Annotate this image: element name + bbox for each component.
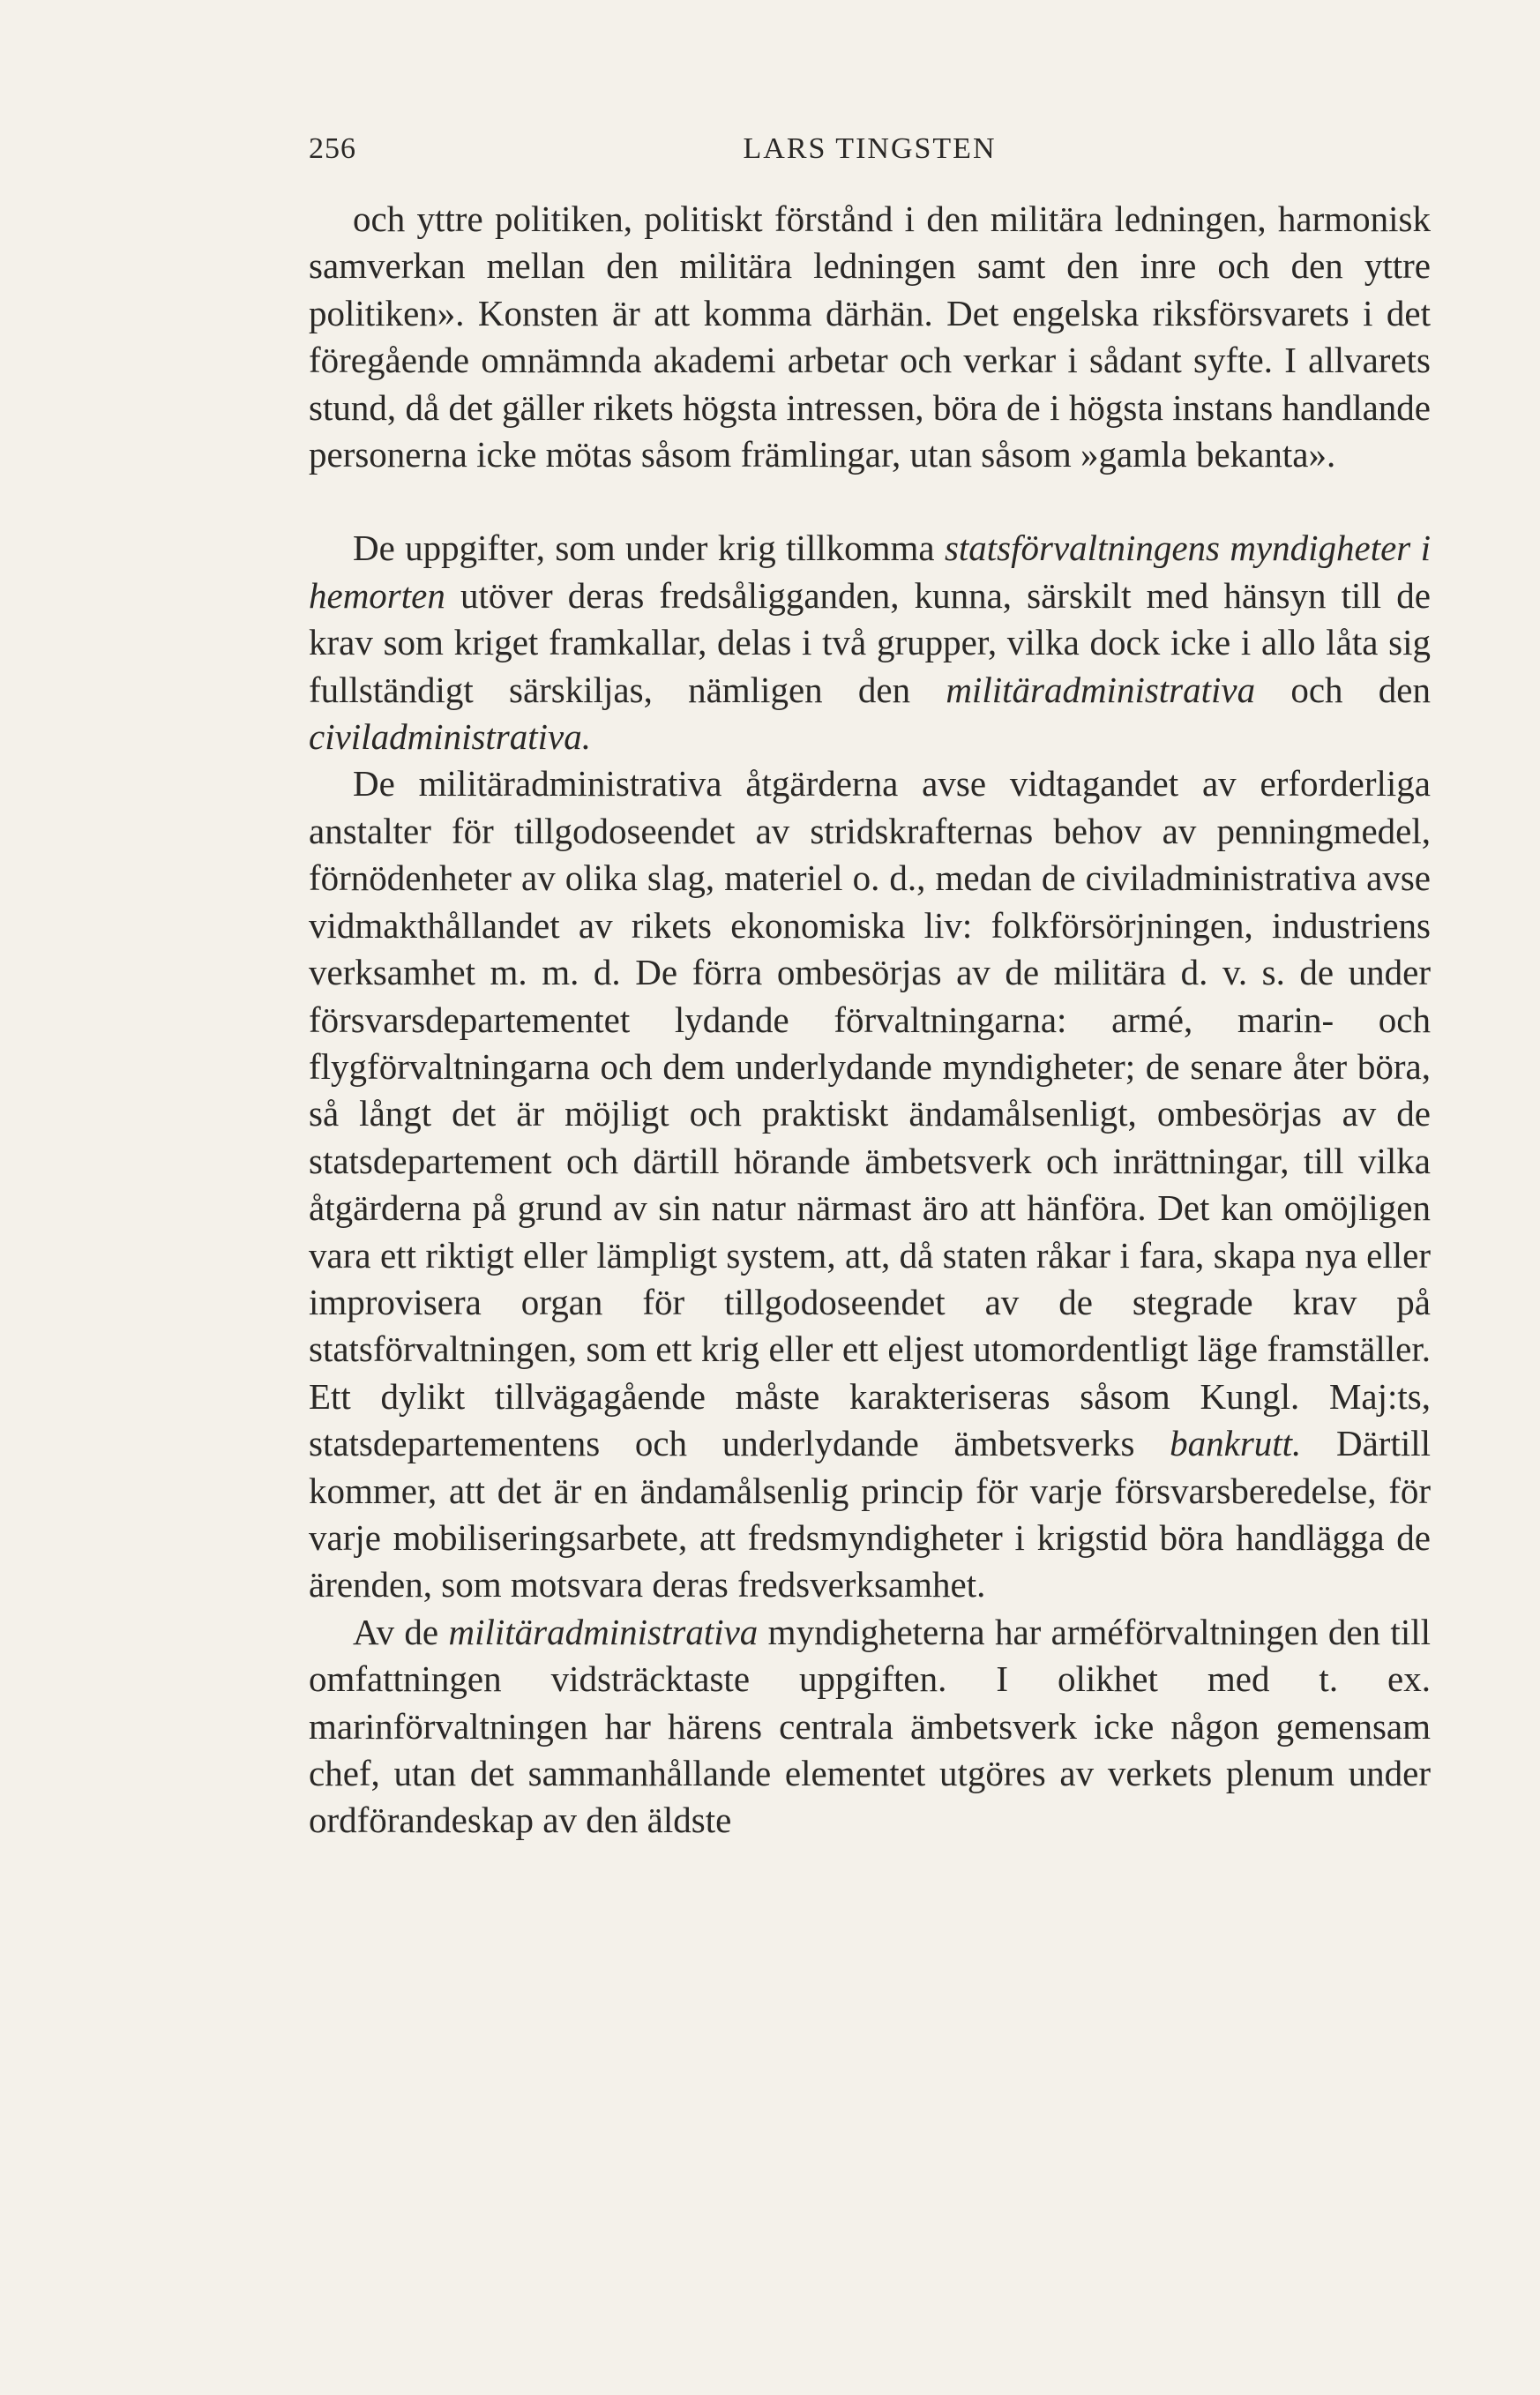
italic-term: militäradministrativa (448, 1611, 759, 1652)
paragraph-3 (309, 760, 1431, 1608)
text-span: Av de (353, 1611, 449, 1652)
text-span: och den (1255, 669, 1431, 710)
text-span: Därtill kommer, att det är en ändamålsenlig princip för varje försvarsberedelse, för varje mobiliseringsarbete, att fredsmyndigheter i krigstid böra handlägga de ärenden, som motsvara deras fredsverksamhet. (309, 1423, 1432, 1605)
paragraph-4 (309, 1609, 1431, 1845)
italic-term: civiladministrativa. (309, 716, 591, 758)
italic-term: militäradministrativa (946, 669, 1256, 710)
text-span: myndigheterna har arméförvaltningen den till omfattningen vidsträcktaste uppgiften. I olikhet med t. ex. marinförvaltningen har härens centrala ämbetsverk icke någon gemensam chef, utan det sammanhållande elementet utgöres av verkets plenum under ordförandeskap av den äldste (309, 1611, 1431, 1841)
page-number: 256 (309, 132, 356, 165)
italic-term: statsförvaltningens myndigheter i hemorten (309, 528, 1431, 616)
body-text (309, 196, 1431, 1845)
text-span: De uppgifter, som under krig tillkomma (353, 528, 945, 569)
running-head (309, 132, 1431, 168)
running-title: LARS TINGSTEN (743, 132, 997, 165)
text-span: utöver deras fredsåligganden, kunna, särskilt med hänsyn till de krav som kriget framkallar, delas i två grupper, vilka dock icke i allo låta sig fullständigt särskiljas, nämligen den (309, 574, 1431, 710)
paragraph-2 (309, 525, 1431, 760)
paragraph-1 (309, 196, 1431, 478)
italic-term: bankrutt. (1170, 1423, 1302, 1464)
text-span: De militäradministrativa åtgärderna avse vidtagandet av erforderliga anstalter för tillgodoseendet av stridskrafternas behov av penningmedel, förnödenheter av olika slag, materiel o. d., medan de civiladministrativa avse vidmakthållandet av rikets ekonomiska liv: folkförsörjningen, industriens verksamhet m. m. d. De förra ombesörjas av de militära d. v. s. de under försvarsdepartementet lydande förvaltningarna: armé, marin- och flygförvaltningarna och dem underlydande myndigheter; de senare åter böra, så långt det är möjligt och praktiskt ändamålsenligt, ombesörjas av de statsdepartement och därtill hörande ämbetsverk och inrättningar, till vilka åtgärderna på grund av sin natur närmast äro att hänföra. Det kan omöjligen vara ett riktigt eller lämpligt system, att, då staten råkar i fara, skapa nya eller improvisera organ för tillgodoseendet av de stegrade krav på statsförvaltningen, som ett krig eller ett eljest utomordentligt läge framställer. Ett dylikt tillvägagående måste karakteriseras såsom Kungl. Maj:ts, statsdepartementens och underlydande ämbetsverks (309, 763, 1431, 1464)
text-span: och yttre politiken, politiskt förstånd i den militära ledningen, harmonisk samverkan mellan den militära ledningen samt den inre och den yttre politiken». Konsten är att komma därhän. Det engelska riksförsvarets i det föregående omnämnda akademi arbetar och verkar i sådant syfte. I allvarets stund, då det gäller rikets högsta intressen, böra de i högsta instans handlande personerna icke mötas såsom främlingar, utan såsom »gamla bekanta». (309, 198, 1431, 475)
